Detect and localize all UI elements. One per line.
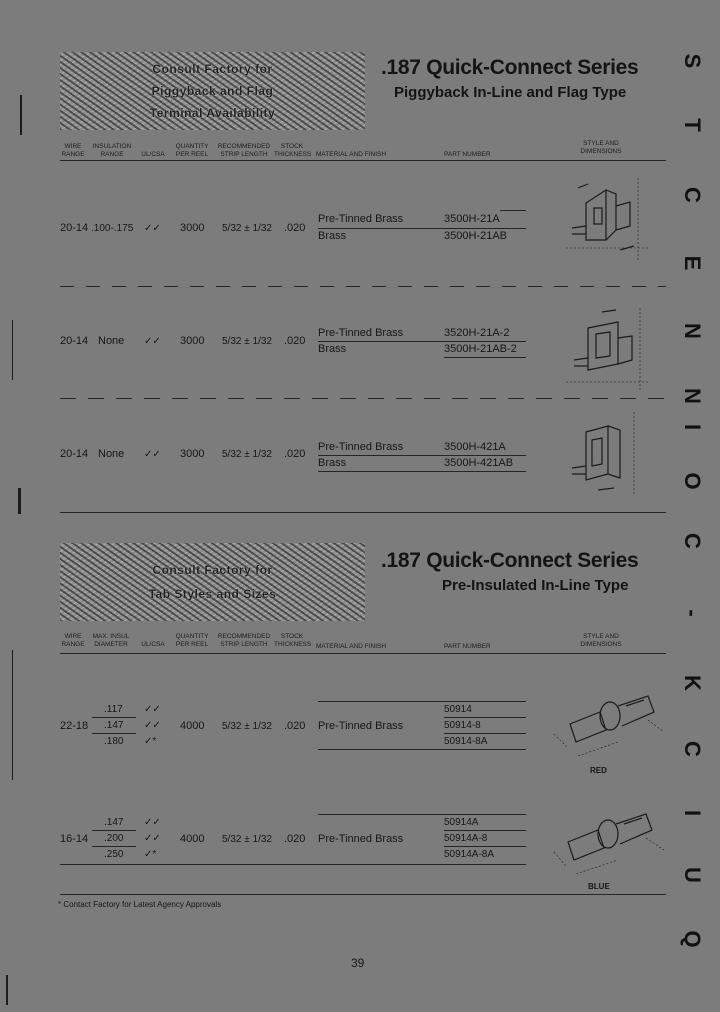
row-rule (318, 471, 526, 472)
banner-line: Tab Styles and Sizes (148, 587, 277, 601)
strip-length: 5/32 ± 1/32 (222, 721, 272, 732)
part-number: 50914-8 (444, 720, 481, 731)
side-letter: C (680, 533, 705, 549)
ul-csa: ✓✓ (144, 817, 161, 828)
margin-mark (12, 650, 13, 780)
ul-csa: ✓✓ (144, 704, 161, 715)
material: Pre-Tinned Brass (318, 441, 404, 453)
section-subtitle: Piggyback In-Line and Flag Type (394, 84, 627, 101)
wire-range: 16-14 (60, 833, 89, 845)
row-rule (500, 210, 526, 211)
diameter-rule (92, 830, 136, 831)
header-rule (60, 160, 666, 161)
quantity: 3000 (180, 222, 205, 234)
color-label: BLUE (588, 882, 610, 891)
strip-length: 5/32 ± 1/32 (222, 449, 272, 460)
part-number: 3500H-421AB (444, 457, 514, 469)
part-number: 50914A (444, 817, 479, 828)
header-stock-thickness: STOCK THICKNESS (274, 143, 312, 158)
header-style: STYLE AND DIMENSIONS (580, 633, 622, 648)
material: Brass (318, 343, 347, 355)
banner-line: Terminal Availability (149, 106, 276, 120)
header-wire-range: WIRE RANGE (61, 143, 85, 158)
footnote: * Contact Factory for Latest Agency Approvals (58, 900, 222, 909)
section-subtitle: Pre-Insulated In-Line Type (442, 577, 629, 594)
terminal-drawing (548, 672, 668, 772)
wire-range: 22-18 (60, 720, 89, 732)
header-wire-range: WIRE RANGE (61, 633, 85, 648)
row-rule (444, 733, 526, 734)
margin-mark (6, 975, 8, 1005)
part-number: 3500H-421A (444, 441, 506, 453)
side-letter: O (680, 472, 705, 490)
quantity: 3000 (180, 448, 205, 460)
insul-diameter: .200 (104, 833, 124, 844)
part-number: 3500H-21AB-2 (444, 343, 517, 355)
insul-diameter: .117 (104, 704, 123, 715)
header-max-insul-diameter: MAX. INSUL DIAMETER (92, 633, 130, 648)
insul-diameter: .147 (104, 817, 124, 828)
ul-csa: ✓✓ (144, 833, 161, 844)
section-title: .187 Quick-Connect Series (381, 549, 639, 572)
section-title: .187 Quick-Connect Series (381, 56, 639, 79)
ul-csa: ✓✓ (144, 336, 161, 347)
side-letter: N (680, 388, 705, 404)
row-rule (318, 701, 526, 702)
material: Pre-Tinned Brass (318, 213, 404, 225)
side-letter: E (680, 255, 705, 271)
header-material: MATERIAL AND FINISH (316, 151, 387, 158)
color-label: RED (590, 766, 607, 775)
header-strip-length: RECOMMENDED STRIP LENGTH (217, 633, 271, 648)
insulation-range: None (98, 335, 125, 347)
ul-csa: ✓✓ (144, 720, 161, 731)
material: Pre-Tinned Brass (318, 833, 404, 845)
strip-length: 5/32 ± 1/32 (222, 834, 272, 845)
terminal-drawing (558, 404, 658, 504)
side-letter: C (680, 187, 705, 203)
wire-range: 20-14 (60, 222, 89, 234)
wire-range: 20-14 (60, 335, 89, 347)
terminal-drawing (558, 298, 658, 398)
strip-length: 5/32 ± 1/32 (222, 223, 272, 234)
row-rule (318, 749, 526, 750)
banner-notice (60, 543, 365, 621)
row-rule (444, 717, 526, 718)
banner-line: Consult Factory for (152, 563, 273, 577)
insulation-range: None (98, 448, 125, 460)
side-letter: - (680, 609, 705, 617)
side-letter: I (680, 809, 705, 817)
header-strip-length: RECOMMENDED STRIP LENGTH (217, 143, 271, 158)
diameter-rule (92, 733, 136, 734)
side-letter: C (680, 741, 705, 757)
section-rule (60, 894, 666, 895)
row-separator (60, 398, 666, 399)
row-rule (318, 814, 526, 815)
stock-thickness: .020 (284, 833, 306, 845)
material: Pre-Tinned Brass (318, 720, 404, 732)
header-insulation-range: INSULATION RANGE (92, 143, 132, 158)
wire-range: 20-14 (60, 448, 89, 460)
side-letter: S (680, 53, 705, 69)
margin-mark (12, 320, 13, 380)
diameter-rule (92, 846, 136, 847)
part-number: 50914-8A (444, 736, 488, 747)
row-rule (444, 830, 526, 831)
row-rule (444, 846, 526, 847)
margin-mark (18, 488, 21, 514)
ul-csa: ✓✓ (144, 449, 161, 460)
row-rule (60, 864, 526, 865)
part-number: 3500H-21AB (444, 230, 507, 242)
quantity: 4000 (180, 720, 205, 732)
page-number: 39 (351, 956, 365, 970)
part-number: 3520H-21A-2 (444, 327, 510, 339)
quantity: 3000 (180, 335, 205, 347)
material: Brass (318, 230, 347, 242)
insul-diameter: .147 (104, 720, 124, 731)
part-number: 3500H-21A (444, 213, 500, 225)
insul-diameter: .180 (104, 736, 124, 747)
ul-csa: ✓✓ (144, 223, 161, 234)
part-number: 50914 (444, 704, 472, 715)
section-rule (60, 512, 666, 513)
side-letter: T (680, 118, 705, 132)
header-ul-csa: UL/CSA (141, 641, 165, 648)
header-material: MATERIAL AND FINISH (316, 643, 387, 650)
margin-mark (20, 95, 22, 135)
terminal-drawing (548, 786, 668, 886)
part-number: 50914A-8A (444, 849, 495, 860)
row-rule (444, 357, 526, 358)
stock-thickness: .020 (284, 222, 306, 234)
header-quantity: QUANTITY PER REEL (175, 143, 209, 158)
row-separator (60, 286, 666, 287)
ul-csa: ✓* (144, 736, 157, 747)
quantity: 4000 (180, 833, 205, 845)
material: Brass (318, 457, 347, 469)
banner-line: Consult Factory for (152, 62, 273, 76)
banner-line: Piggyback and Flag (151, 84, 274, 98)
side-letter: Q (680, 930, 705, 948)
row-rule (318, 341, 526, 342)
row-rule (318, 455, 526, 456)
stock-thickness: .020 (284, 448, 306, 460)
header-part-number: PART NUMBER (444, 643, 491, 650)
stock-thickness: .020 (284, 335, 306, 347)
insulation-range: .100-.175 (91, 223, 134, 234)
insul-diameter: .250 (104, 849, 124, 860)
terminal-drawing (558, 168, 658, 268)
part-number: 50914A-8 (444, 833, 488, 844)
strip-length: 5/32 ± 1/32 (222, 336, 272, 347)
side-letter: N (680, 323, 705, 339)
ul-csa: ✓* (144, 849, 157, 860)
stock-thickness: .020 (284, 720, 306, 732)
header-part-number: PART NUMBER (444, 151, 491, 158)
header-ul-csa: UL/CSA (141, 151, 165, 158)
header-style: STYLE AND DIMENSIONS (580, 140, 622, 155)
header-rule (60, 653, 666, 654)
row-rule (318, 228, 526, 229)
diameter-rule (92, 717, 136, 718)
side-letter: U (680, 867, 705, 883)
banner-notice (60, 52, 365, 130)
header-quantity: QUANTITY PER REEL (175, 633, 209, 648)
header-stock-thickness: STOCK THICKNESS (274, 633, 312, 648)
side-letter: K (680, 675, 705, 691)
material: Pre-Tinned Brass (318, 327, 404, 339)
side-letter: I (680, 423, 705, 431)
